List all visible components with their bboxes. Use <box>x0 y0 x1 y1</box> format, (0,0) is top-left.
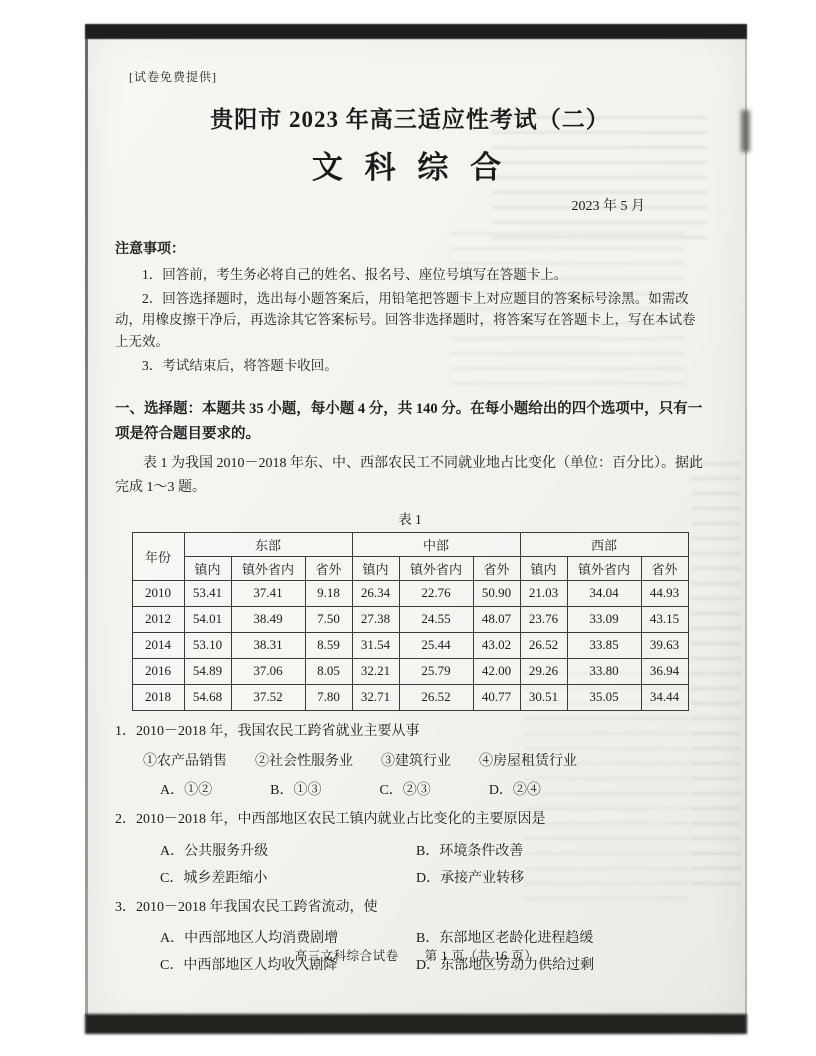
year-cell: 2016 <box>132 658 184 684</box>
table-cell: 31.54 <box>352 632 399 658</box>
table-cell: 37.52 <box>231 684 305 710</box>
question-1-stem: 1．2010－2018 年，我国农民工跨省就业主要从事 <box>115 723 420 739</box>
table-cell: 32.71 <box>352 684 399 710</box>
notice-heading: 注意事项： <box>115 242 185 257</box>
exam-title: 贵阳市 2023 年高三适应性考试（二） <box>210 107 610 132</box>
subheader-cell: 镇内 <box>352 556 399 580</box>
question-3-stem: 3．2010－2018 年我国农民工跨省流动，使 <box>115 899 378 915</box>
option-a: A．中西部地区人均消费剧增 <box>160 931 339 947</box>
subheader-cell: 镇外省内 <box>399 556 473 580</box>
table-cell: 34.04 <box>567 580 641 606</box>
free-paper-label: [试卷免费提供] <box>129 70 217 84</box>
question-1-options <box>115 779 705 799</box>
table-cell: 27.38 <box>352 606 399 632</box>
table-cell: 9.18 <box>305 580 352 606</box>
option-b: B．环境条件改善 <box>416 843 524 859</box>
option-d: D．承接产业转移 <box>416 870 525 886</box>
table-caption: 表 1 <box>398 511 422 527</box>
table-cell: 37.06 <box>231 658 305 684</box>
table-cell: 30.51 <box>520 684 567 710</box>
notice-block <box>115 239 705 377</box>
table-cell: 34.44 <box>641 684 688 710</box>
subheader-cell: 镇内 <box>520 556 567 580</box>
employment-data-table <box>132 532 689 711</box>
subheader-cell: 镇外省内 <box>567 556 641 580</box>
table-cell: 22.76 <box>399 580 473 606</box>
table-cell: 23.76 <box>520 606 567 632</box>
notice-item-1: 1．回答前，考生务必将自己的姓名、报名号、座位号填写在答题卡上。 <box>142 266 568 282</box>
table-cell: 35.05 <box>567 684 641 710</box>
page-content <box>85 24 747 1034</box>
table-cell: 43.02 <box>473 632 520 658</box>
table-cell: 33.80 <box>567 658 641 684</box>
subheader-cell: 省外 <box>305 556 352 580</box>
option-d: D．②④ <box>488 783 541 799</box>
subheader-cell: 省外 <box>473 556 520 580</box>
table-cell: 8.59 <box>305 632 352 658</box>
table-subheader-row <box>132 556 688 580</box>
table-cell: 25.44 <box>399 632 473 658</box>
table-cell: 48.07 <box>473 606 520 632</box>
subheader-cell: 镇外省内 <box>231 556 305 580</box>
table-row <box>132 658 688 684</box>
option-c: C．中西部地区人均收入剧降 <box>160 958 338 974</box>
table-cell: 53.10 <box>184 632 231 658</box>
option-c: C．城乡差距缩小 <box>160 870 268 886</box>
table-header-row <box>132 532 688 556</box>
table-cell: 26.34 <box>352 580 399 606</box>
table-cell: 38.49 <box>231 606 305 632</box>
option-b: B．东部地区老龄化进程趋缓 <box>416 931 594 947</box>
notice-item-2: 2．回答选择题时，选出每小题答案后，用铅笔把答题卡上对应题目的答案标号涂黑。如需改动，用橡皮擦干净后，再选涂其它答案标号。回答非选择题时，将答案写在答题卡上，写在本试卷上无效。 <box>115 290 696 350</box>
table-cell: 33.09 <box>567 606 641 632</box>
question-2-stem: 2．2010－2018 年，中西部地区农民工镇内就业占比变化的主要原因是 <box>115 812 546 828</box>
table-cell: 39.63 <box>641 632 688 658</box>
option-a: A．公共服务升级 <box>160 843 269 859</box>
table-cell: 42.00 <box>473 658 520 684</box>
option-c: C．②③ <box>379 783 431 799</box>
subheader-cell: 镇内 <box>184 556 231 580</box>
notice-item-3: 3．考试结束后，将答题卡收回。 <box>142 358 338 374</box>
subject-title: 文 科 综 合 <box>311 150 509 185</box>
table-row <box>132 684 688 710</box>
table-cell: 38.31 <box>231 632 305 658</box>
table-cell: 25.79 <box>399 658 473 684</box>
table-cell: 26.52 <box>520 632 567 658</box>
year-header-cell: 年份 <box>132 532 184 580</box>
option-a: A．①② <box>160 783 213 799</box>
table-row <box>132 580 688 606</box>
table-cell: 7.50 <box>305 606 352 632</box>
year-cell: 2010 <box>132 580 184 606</box>
option-b: B．①③ <box>270 783 322 799</box>
section-heading: 一、选择题：本题共 35 小题，每小题 4 分，共 140 分。在每小题给出的四个选项中，只有一项是符合题目要求的。 <box>115 400 703 442</box>
year-cell: 2014 <box>132 632 184 658</box>
table-cell: 8.05 <box>305 658 352 684</box>
year-cell: 2018 <box>132 684 184 710</box>
section-intro: 表 1 为我国 2010－2018 年东、中、西部农民工不同就业地占比变化（单位：百分比）。据此完成 1～3 题。 <box>115 456 703 496</box>
year-cell: 2012 <box>132 606 184 632</box>
table-cell: 50.90 <box>473 580 520 606</box>
table-cell: 33.85 <box>567 632 641 658</box>
region-header-central: 中部 <box>352 532 520 556</box>
table-cell: 54.01 <box>184 606 231 632</box>
table-cell: 37.41 <box>231 580 305 606</box>
questions-block <box>115 721 705 974</box>
option-d: D．东部地区劳动力供给过剩 <box>416 958 595 974</box>
table-cell: 26.52 <box>399 684 473 710</box>
subheader-cell: 省外 <box>641 556 688 580</box>
table-cell: 53.41 <box>184 580 231 606</box>
exam-date: 2023 年 5 月 <box>571 199 645 214</box>
table-row <box>132 606 688 632</box>
scanned-exam-page <box>85 24 747 1034</box>
table-cell: 54.89 <box>184 658 231 684</box>
table-cell: 54.68 <box>184 684 231 710</box>
table-row <box>132 632 688 658</box>
table-cell: 40.77 <box>473 684 520 710</box>
question-1-items: ①农产品销售 ②社会性服务业 ③建筑行业 ④房屋租赁行业 <box>143 754 577 770</box>
table-cell: 29.26 <box>520 658 567 684</box>
table-cell: 7.80 <box>305 684 352 710</box>
table-cell: 21.03 <box>520 580 567 606</box>
table-cell: 32.21 <box>352 658 399 684</box>
page-footer: 高三文科综合试卷 第 1 页（共 16 页） <box>294 949 538 963</box>
table-cell: 44.93 <box>641 580 688 606</box>
region-header-east: 东部 <box>184 532 352 556</box>
question-2-options <box>115 840 705 887</box>
region-header-west: 西部 <box>520 532 688 556</box>
table-cell: 43.15 <box>641 606 688 632</box>
table-cell: 36.94 <box>641 658 688 684</box>
table-cell: 24.55 <box>399 606 473 632</box>
